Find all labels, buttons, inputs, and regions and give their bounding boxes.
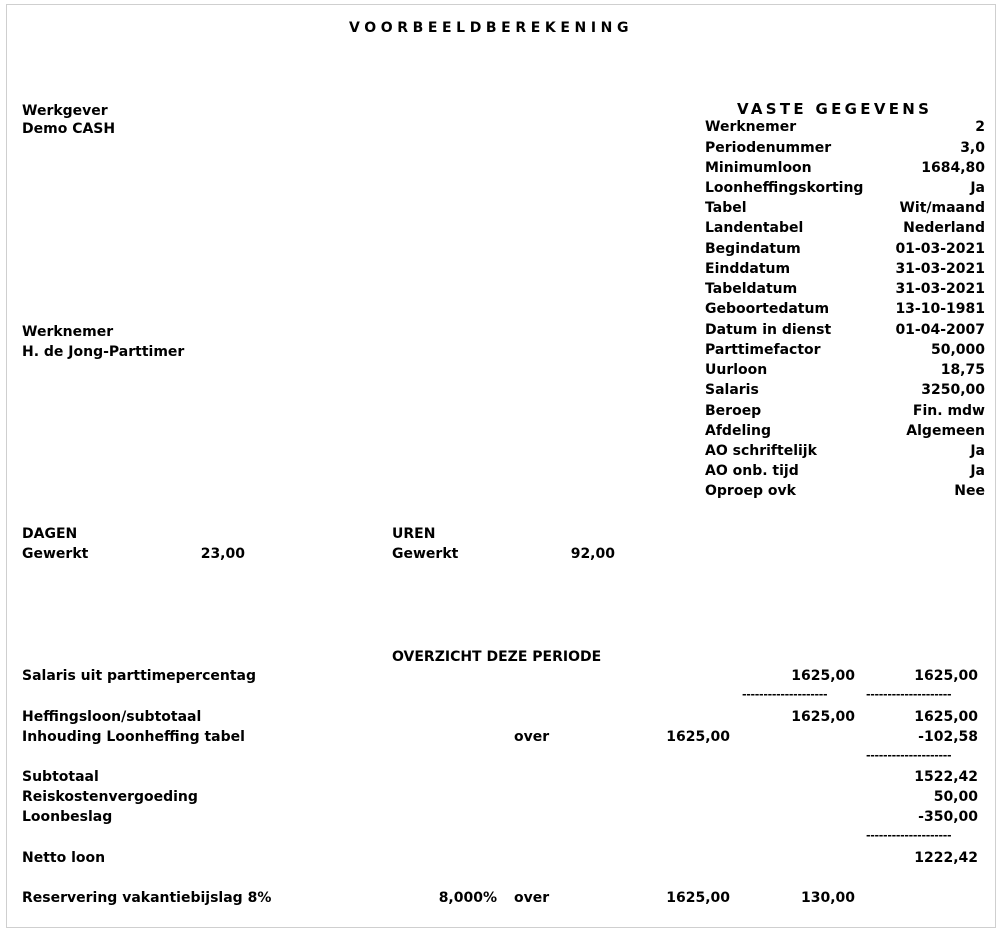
vaste-row-value: Algemeen [906,423,985,439]
vaste-row [705,443,985,463]
vaste-row-label: Salaris [705,382,759,398]
reiskosten-col2: 50,00 [933,789,978,805]
vaste-row-label: Uurloon [705,362,768,378]
vaste-row-value: Ja [970,463,985,479]
vaste-row-label: Tabel [705,200,747,216]
vaste-row-label: Datum in dienst [705,322,832,338]
vaste-row-label: Beroep [705,403,762,419]
vaste-row [705,180,985,200]
vaste-row-label: Einddatum [705,261,791,277]
vaste-row [705,403,985,423]
salaris-label: Salaris uit parttimepercentag [22,668,257,684]
vaste-row [705,342,985,362]
vaste-row-value: Nee [954,483,985,499]
subtotaal-col2: 1522,42 [914,769,978,785]
vaste-row-value: 3250,00 [921,382,985,398]
document-title: VOORBEELDBEREKENING [349,20,634,36]
inhouding-over: over [514,729,550,745]
vaste-row-value: 18,75 [940,362,985,378]
vaste-row [705,463,985,483]
vaste-row-label: Geboortedatum [705,301,830,317]
vaste-row-label: Parttimefactor [705,342,821,358]
vaste-row [705,301,985,321]
vaste-row [705,382,985,402]
reservering-base: 1625,00 [666,890,730,906]
heffingsloon-label: Heffingsloon/subtotaal [22,709,202,725]
vaste-row-label: Loonheffingskorting [705,180,864,196]
dagen-heading: DAGEN [22,526,78,542]
subtotaal-label: Subtotaal [22,769,99,785]
vaste-row [705,322,985,342]
vaste-row-value: 1684,80 [921,160,985,176]
vaste-row-label: Begindatum [705,241,801,257]
vaste-row [705,160,985,180]
vaste-row-value: 31-03-2021 [895,281,985,297]
vaste-row-label: AO onb. tijd [705,463,799,479]
reiskosten-label: Reiskostenvergoeding [22,789,198,805]
vaste-row-label: Minimumloon [705,160,812,176]
vaste-row-label: Afdeling [705,423,772,439]
vaste-gegevens-heading: VASTE GEGEVENS [737,100,933,118]
vaste-row-label: AO schriftelijk [705,443,817,459]
reservering-pct: 8,000% [438,890,497,906]
vaste-row-value: Fin. mdw [912,403,985,419]
heffingsloon-col1: 1625,00 [791,709,855,725]
dagen-label: Gewerkt [22,546,89,562]
loonbeslag-label: Loonbeslag [22,809,113,825]
vaste-row-value: Ja [970,443,985,459]
netto-col2: 1222,42 [914,850,978,866]
vaste-row [705,483,985,503]
uren-label: Gewerkt [392,546,459,562]
uren-heading: UREN [392,526,436,542]
vaste-row [705,362,985,382]
vaste-row-label: Oproep ovk [705,483,796,499]
dash-separator: -------------------- [866,688,952,701]
vaste-row [705,261,985,281]
vaste-row-label: Landentabel [705,220,804,236]
vaste-row [705,200,985,220]
vaste-row-label: Werknemer [705,119,797,135]
vaste-row-value: 3,0 [960,140,985,156]
vaste-row [705,220,985,240]
salaris-col1: 1625,00 [791,668,855,684]
inhouding-col2: -102,58 [918,729,978,745]
dash-separator: -------------------- [866,829,952,842]
inhouding-label: Inhouding Loonheffing tabel [22,729,245,745]
salaris-col2: 1625,00 [914,668,978,684]
uren-value: 92,00 [570,546,615,562]
werkgever-name: Demo CASH [22,121,116,137]
vaste-row-value: Wit/maand [899,200,985,216]
loonbeslag-col2: -350,00 [918,809,978,825]
vaste-row [705,140,985,160]
werkgever-label: Werkgever [22,103,108,119]
vaste-row-value: Ja [970,180,985,196]
vaste-row [705,119,985,139]
vaste-row-value: 2 [975,119,985,135]
dagen-value: 23,00 [200,546,245,562]
reservering-col1: 130,00 [800,890,855,906]
vaste-row-value: Nederland [903,220,985,236]
vaste-row-label: Tabeldatum [705,281,798,297]
dash-separator: -------------------- [742,688,828,701]
vaste-row-value: 31-03-2021 [895,261,985,277]
inhouding-base: 1625,00 [666,729,730,745]
reservering-over: over [514,890,550,906]
werknemer-label: Werknemer [22,324,114,340]
vaste-row [705,423,985,443]
werknemer-name: H. de Jong-Parttimer [22,344,185,360]
vaste-row [705,241,985,261]
vaste-row [705,281,985,301]
overzicht-heading: OVERZICHT DEZE PERIODE [392,649,602,665]
vaste-row-value: 01-04-2007 [895,322,985,338]
reservering-label: Reservering vakantiebijslag 8% [22,890,272,906]
vaste-row-value: 13-10-1981 [895,301,985,317]
netto-label: Netto loon [22,850,106,866]
dash-separator: -------------------- [866,749,952,762]
vaste-row-label: Periodenummer [705,140,832,156]
heffingsloon-col2: 1625,00 [914,709,978,725]
vaste-row-value: 50,000 [930,342,985,358]
vaste-row-value: 01-03-2021 [895,241,985,257]
